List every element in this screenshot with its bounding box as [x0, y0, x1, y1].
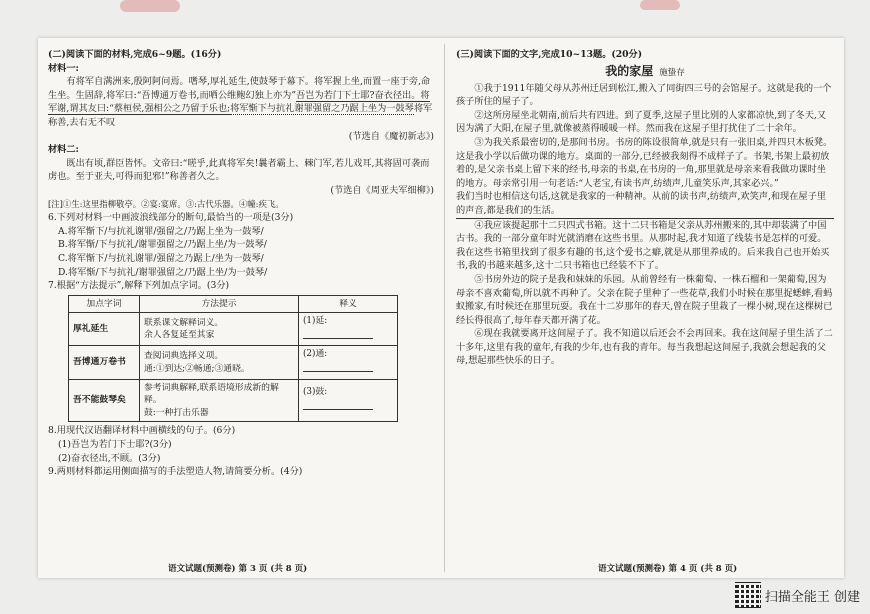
left-column [48, 48, 434, 479]
red-ink-mark [640, 0, 680, 10]
table-header: 加点字词 [69, 295, 140, 313]
watermark-text: 扫描全能王 创建 [764, 589, 860, 605]
source-note: (节选自《魔初新志》) [348, 130, 434, 142]
article-paragraph: ①我于1911年随父母从苏州迁居到松江,搬入了同街四三号的会馆屋子。这就是我的一个孩子所住的屋子了。 [456, 82, 832, 108]
article-paragraph: 我们当时也相信这句话,这就是我家的一种精神。从前的读书声,纺绩声,欢笑声,和现在屋子里的声音,都是我们的生活。 [456, 190, 834, 218]
red-ink-mark [120, 0, 180, 12]
table-word: 吾博通万卷书 [69, 346, 140, 379]
article-title: 我的家屋 施蛰存 [605, 63, 685, 78]
material-label: 材料一: [48, 62, 79, 74]
table-hint: 查阅词典选择义项。 通:①到达;②畅通;③通晓。 [140, 346, 299, 379]
material-label: 材料二: [48, 144, 79, 156]
table-header: 方法提示 [140, 295, 299, 313]
table-word: 吾不能鼓琴矣 [69, 379, 140, 422]
annotation-note: [注]①生:这里指柳敬亭。②宴:宴席。③:古代乐器。④幢:疾飞。 [48, 198, 284, 209]
question-8: 8.用现代汉语翻译材料中画横线的句子。(6分) [48, 425, 236, 437]
table-header: 释义 [299, 295, 398, 313]
scanner-watermark [735, 582, 860, 608]
qr-code-icon [735, 582, 761, 608]
question-8-2: (2)奋衣径出,不顾。(3分) [58, 452, 161, 464]
table-row [69, 346, 398, 379]
table-answer: (3)鼓: [299, 379, 398, 422]
answer-blank[interactable] [303, 399, 373, 410]
table-answer: (1)延: [299, 313, 398, 346]
article-paragraph: ②这所房屋坐北朝南,前后共有四进。到了夏季,这屋子里比别的人家都凉快,到了冬天,又因为满了大阳,在屋子里,就像被蒸得暖暖一样。然而我在这屋子里打扰住了二十余年。 [456, 109, 827, 135]
table-row [69, 379, 398, 422]
source-note: (节选自《周亚夫军细柳》) [330, 184, 434, 196]
option-a: A.将军惭下/与抗礼谢罪/强留之/乃踞上坐为一鼓琴/ [58, 225, 264, 237]
material-paragraph: 既出有顷,群臣皆怀。文帝曰:“嗟乎,此真将军矣!曩者霸上、棘门军,若儿戏耳,其将固可袭而虏也。至于亚夫,可得而犯邪!”称善者久之。 [48, 157, 430, 183]
table-answer: (2)通: [299, 346, 398, 379]
material-paragraph: 有将军自满洲来,殷阿阿问焉。嗜琴,厚礼延生,使鼓琴于幕下。将军握上坐,而置一座于旁,命生坐。生固辞,将军曰:“吾博通万卷书,而哂公维鲍幻独上亦为”吾岂为若门下士耶?奋衣径出。将军谢,谓其友曰:“蔡桓侯,强相公之乃留于乐也;将军惭下与抗礼谢罪强留之乃踞上坐为一鼓琴将军称善,去右无不叹 [48, 76, 433, 128]
table-row [69, 313, 398, 346]
page-footer: 语文试题(预测卷) 第 4 页 (共 8 页) [598, 564, 738, 574]
article-author: 施蛰存 [659, 67, 685, 78]
section-head: (三)阅读下面的文字,完成10~13题。(20分) [456, 49, 643, 60]
page-divider [444, 44, 445, 572]
option-d: D.将军惭/下与抗礼/谢罪强留之/乃踞上坐/为一鼓琴/ [58, 266, 268, 278]
question-9: 9.两则材料都运用侧面描写的手法塑造人物,请简要分析。(4分) [48, 466, 303, 478]
answer-blank[interactable] [303, 328, 373, 339]
table-hint: 参考词典解释,联系语境形成新的解释。 鼓:一种打击乐器 [140, 379, 299, 422]
method-table [68, 295, 398, 423]
table-header-row [69, 295, 398, 313]
answer-blank[interactable] [303, 361, 373, 372]
right-column [456, 48, 834, 368]
article-paragraph: ④我应该提起那十二只四式书箱。这十二只书箱是父亲从苏州搬来的,其中却装满了中国古书。我的一部分童年时光就消磨在这些书里。从那时起,我才知道了线装书是怎样的可爱。我在这些书箱里找到了很多有趣的书,这个爱书之癖,就是从那里养成的。后来我自己也开始买书,我的书越来越多,这十二只书箱也已经装不下了。 [456, 219, 830, 272]
page-footer: 语文试题(预测卷) 第 3 页 (共 8 页) [168, 564, 308, 574]
section-head: (二)阅读下面的材料,完成6~9题。(16分) [48, 49, 222, 60]
article-paragraph: ③为我关系最密切的,是那间书房。书房的陈设很简单,就是只有一张旧桌,并四只木板凳。这是我小学以后做功课的地方。桌面的一部分,已经被我刻得不成样子了。书架,书架上最初放着的,是父亲书桌上留下来的经书,母亲的书桌,在书房的一角,那里就是母亲来看我做功课时坐的地方。母亲常引用一句老话:“人老宝,有读书声,纺绩声,儿童笑乐声,其家必兴。” [456, 136, 833, 189]
exam-paper [38, 38, 844, 578]
article-paragraph: ⑤书房外边的院子是我和妹妹的乐园。从前曾经有一株葡萄、一株石榴和一架葡萄,因为母亲不喜欢葡萄,所以就不再种了。父亲在院子里种了一些花草,我们小时候在那里捉蟋蟀,看蚂蚁搬家,有时候还在那里玩耍。我在十二岁那年的春天,曾在院子里栽了一棵小树,现在这棵树已经长得很高了,每年春天都开满了花。 [456, 273, 833, 326]
table-word: 厚礼延生 [69, 313, 140, 346]
article-paragraph: ⑥现在我就要离开这间屋子了。我不知道以后还会不会再回来。我在这间屋子里生活了二十多年,这里有我的童年,有我的少年,也有我的青年。每当我想起这间屋子,我就会想起我的父母,想起那些快乐的日子。 [456, 328, 833, 367]
question-8-1: (1)吾岂为若门下士耶?(3分) [58, 439, 172, 451]
option-c: C.将军惭下/与抗礼谢罪/强留之乃踞上/坐为一鼓琴/ [58, 252, 264, 264]
question-6: 6.下列对材料一中画波浪线部分的断句,最恰当的一项是(3分) [48, 212, 294, 224]
option-b: B.将军惭/下与抗礼/谢罪强留之/乃踞上坐/为一鼓琴/ [58, 239, 267, 251]
question-7: 7.根据“方法提示”,解释下列加点字词。(3分) [48, 280, 230, 292]
table-hint: 联系课文解释词义。 余人各复延至其家 [140, 313, 299, 346]
